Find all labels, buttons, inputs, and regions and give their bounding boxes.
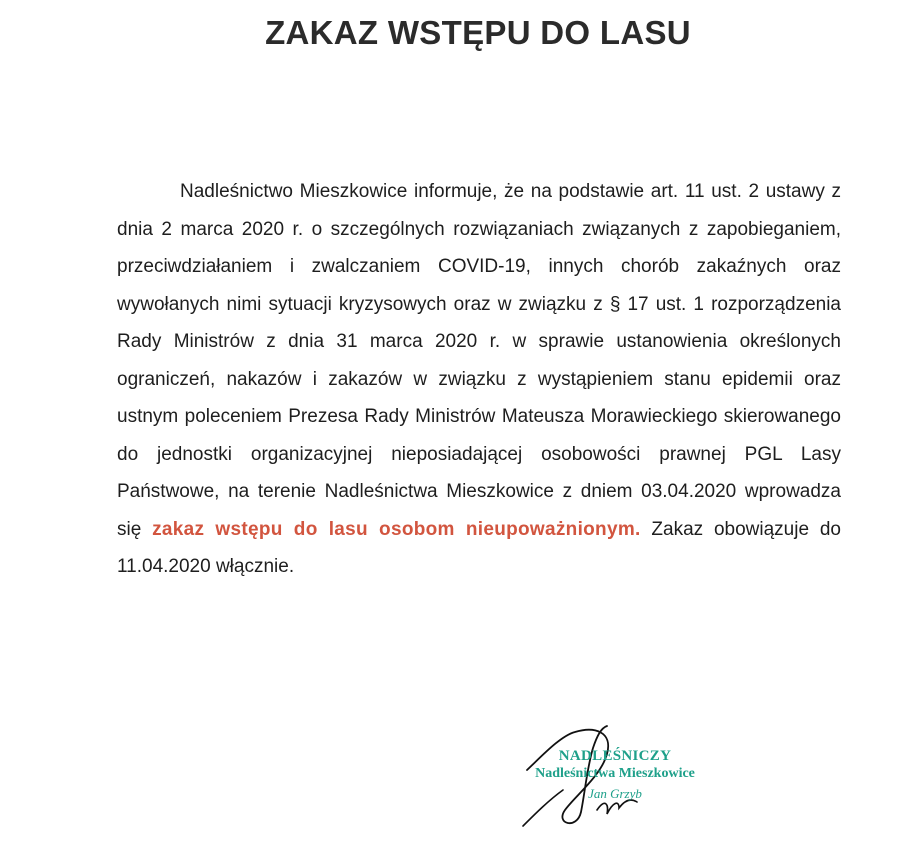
page-title: ZAKAZ WSTĘPU DO LASU (265, 14, 691, 51)
official-stamp (520, 748, 710, 802)
announcement-text-main: Nadleśnictwo Mieszkowice informuje, że na podstawie art. 11 ust. 2 ustawy z dnia 2 marca 2020 r. o szczególnych rozwiązaniach związanych z zapobieganiem, przeciwdziałaniem i zwalczaniem COVID-19, innych chorób zakaźnych oraz wywołanych nimi sytuacji kryzysowych oraz w związku z § 17 ust. 1 rozporządzenia Rady Ministrów z dnia 31 marca 2020 r. w sprawie ustanowienia określonych ograniczeń, nakazów i zakazów w związku z wystąpieniem stanu epidemii oraz ustnym poleceniem Prezesa Rady Ministrów Mateusza Morawieckiego skierowanego do jednostki organizacyjnej nieposiadającej osobowości prawnej PGL Lasy Państwowe, na terenie Nadleśnictwa Mieszkowice z dniem 03.04.2020 wprowadza się (117, 181, 841, 540)
stamp-office: Nadleśnictwa Mieszkowice (535, 766, 695, 781)
ban-highlight: zakaz wstępu do lasu osobom nieupoważnionym. (152, 518, 641, 540)
stamp-title: NADLEŚNICZY (558, 748, 672, 764)
stamp-name: Jan Grzyb (588, 786, 642, 801)
announcement-text (117, 173, 841, 586)
announcement-text-end: Zakaz obowiązuje do 11.04.2020 włącznie. (117, 518, 841, 577)
